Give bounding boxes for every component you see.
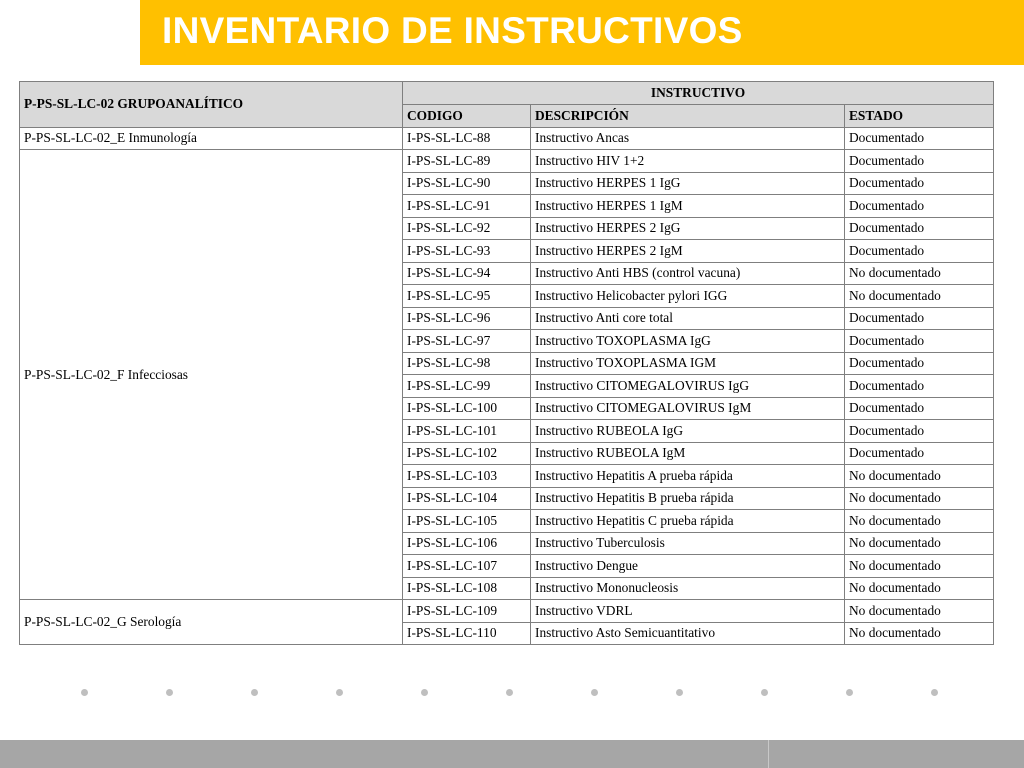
descripcion-cell: Instructivo HERPES 1 IgG xyxy=(531,172,845,195)
codigo-cell: I-PS-SL-LC-93 xyxy=(403,240,531,263)
codigo-cell: I-PS-SL-LC-101 xyxy=(403,420,531,443)
slide-dots xyxy=(0,686,1024,700)
codigo-cell: I-PS-SL-LC-88 xyxy=(403,127,531,150)
codigo-cell: I-PS-SL-LC-91 xyxy=(403,195,531,218)
group-column-header: P-PS-SL-LC-02 GRUPOANALÍTICO xyxy=(20,82,403,128)
codigo-cell: I-PS-SL-LC-100 xyxy=(403,397,531,420)
estado-cell: No documentado xyxy=(845,577,994,600)
descripcion-cell: Instructivo Hepatitis C prueba rápida xyxy=(531,510,845,533)
descripcion-cell: Instructivo HIV 1+2 xyxy=(531,150,845,173)
estado-cell: Documentado xyxy=(845,442,994,465)
descripcion-cell: Instructivo Hepatitis A prueba rápida xyxy=(531,465,845,488)
descripcion-cell: Instructivo Anti core total xyxy=(531,307,845,330)
codigo-cell: I-PS-SL-LC-102 xyxy=(403,442,531,465)
estado-cell: Documentado xyxy=(845,397,994,420)
estado-cell: No documentado xyxy=(845,510,994,533)
codigo-cell: I-PS-SL-LC-99 xyxy=(403,375,531,398)
estado-cell: No documentado xyxy=(845,622,994,645)
page-title: INVENTARIO DE INSTRUCTIVOS xyxy=(162,10,743,51)
codigo-cell: I-PS-SL-LC-106 xyxy=(403,532,531,555)
descripcion-cell: Instructivo HERPES 1 IgM xyxy=(531,195,845,218)
group-cell: P-PS-SL-LC-02_G Serología xyxy=(20,600,403,645)
codigo-cell: I-PS-SL-LC-105 xyxy=(403,510,531,533)
codigo-cell: I-PS-SL-LC-94 xyxy=(403,262,531,285)
decorative-dot xyxy=(931,689,938,696)
decorative-dot xyxy=(421,689,428,696)
estado-cell: Documentado xyxy=(845,375,994,398)
group-cell: P-PS-SL-LC-02_F Infecciosas xyxy=(20,150,403,600)
footer-bar xyxy=(0,740,1024,768)
descripcion-cell: Instructivo VDRL xyxy=(531,600,845,623)
estado-cell: No documentado xyxy=(845,262,994,285)
decorative-dot xyxy=(336,689,343,696)
inventory-table xyxy=(19,81,994,645)
descripcion-cell: Instructivo Tuberculosis xyxy=(531,532,845,555)
descripcion-cell: Instructivo RUBEOLA IgM xyxy=(531,442,845,465)
descripcion-cell: Instructivo CITOMEGALOVIRUS IgM xyxy=(531,397,845,420)
codigo-cell: I-PS-SL-LC-103 xyxy=(403,465,531,488)
estado-cell: Documentado xyxy=(845,150,994,173)
codigo-cell: I-PS-SL-LC-95 xyxy=(403,285,531,308)
estado-column-header: ESTADO xyxy=(845,105,994,128)
descripcion-cell: Instructivo HERPES 2 IgG xyxy=(531,217,845,240)
decorative-dot xyxy=(676,689,683,696)
estado-cell: No documentado xyxy=(845,555,994,578)
codigo-cell: I-PS-SL-LC-97 xyxy=(403,330,531,353)
table-body xyxy=(20,127,994,645)
estado-cell: Documentado xyxy=(845,307,994,330)
codigo-cell: I-PS-SL-LC-96 xyxy=(403,307,531,330)
decorative-dot xyxy=(506,689,513,696)
descripcion-cell: Instructivo TOXOPLASMA IGM xyxy=(531,352,845,375)
descripcion-cell: Instructivo Hepatitis B prueba rápida xyxy=(531,487,845,510)
decorative-dot xyxy=(81,689,88,696)
codigo-cell: I-PS-SL-LC-107 xyxy=(403,555,531,578)
descripcion-column-header: DESCRIPCIÓN xyxy=(531,105,845,128)
footer-divider xyxy=(768,740,769,768)
estado-cell: No documentado xyxy=(845,600,994,623)
descripcion-cell: Instructivo Ancas xyxy=(531,127,845,150)
estado-cell: No documentado xyxy=(845,532,994,555)
estado-cell: Documentado xyxy=(845,127,994,150)
estado-cell: Documentado xyxy=(845,172,994,195)
decorative-dot xyxy=(761,689,768,696)
descripcion-cell: Instructivo Asto Semicuantitativo xyxy=(531,622,845,645)
estado-cell: Documentado xyxy=(845,420,994,443)
estado-cell: Documentado xyxy=(845,195,994,218)
decorative-dot xyxy=(846,689,853,696)
descripcion-cell: Instructivo Dengue xyxy=(531,555,845,578)
descripcion-cell: Instructivo Mononucleosis xyxy=(531,577,845,600)
estado-cell: Documentado xyxy=(845,217,994,240)
table-row xyxy=(20,127,994,150)
decorative-dot xyxy=(166,689,173,696)
descripcion-cell: Instructivo Helicobacter pylori IGG xyxy=(531,285,845,308)
estado-cell: Documentado xyxy=(845,330,994,353)
descripcion-cell: Instructivo RUBEOLA IgG xyxy=(531,420,845,443)
codigo-cell: I-PS-SL-LC-90 xyxy=(403,172,531,195)
table-row xyxy=(20,150,994,173)
descripcion-cell: Instructivo Anti HBS (control vacuna) xyxy=(531,262,845,285)
decorative-dot xyxy=(591,689,598,696)
codigo-cell: I-PS-SL-LC-89 xyxy=(403,150,531,173)
estado-cell: No documentado xyxy=(845,465,994,488)
title-bar xyxy=(140,0,1024,65)
table-row xyxy=(20,600,994,623)
codigo-cell: I-PS-SL-LC-110 xyxy=(403,622,531,645)
codigo-cell: I-PS-SL-LC-108 xyxy=(403,577,531,600)
estado-cell: No documentado xyxy=(845,487,994,510)
codigo-column-header: CODIGO xyxy=(403,105,531,128)
estado-cell: Documentado xyxy=(845,240,994,263)
decorative-dot xyxy=(251,689,258,696)
descripcion-cell: Instructivo HERPES 2 IgM xyxy=(531,240,845,263)
codigo-cell: I-PS-SL-LC-109 xyxy=(403,600,531,623)
descripcion-cell: Instructivo TOXOPLASMA IgG xyxy=(531,330,845,353)
table-header-row xyxy=(20,82,994,105)
instructivo-header: INSTRUCTIVO xyxy=(403,82,994,105)
estado-cell: Documentado xyxy=(845,352,994,375)
codigo-cell: I-PS-SL-LC-92 xyxy=(403,217,531,240)
estado-cell: No documentado xyxy=(845,285,994,308)
group-cell: P-PS-SL-LC-02_E Inmunología xyxy=(20,127,403,150)
codigo-cell: I-PS-SL-LC-104 xyxy=(403,487,531,510)
descripcion-cell: Instructivo CITOMEGALOVIRUS IgG xyxy=(531,375,845,398)
codigo-cell: I-PS-SL-LC-98 xyxy=(403,352,531,375)
